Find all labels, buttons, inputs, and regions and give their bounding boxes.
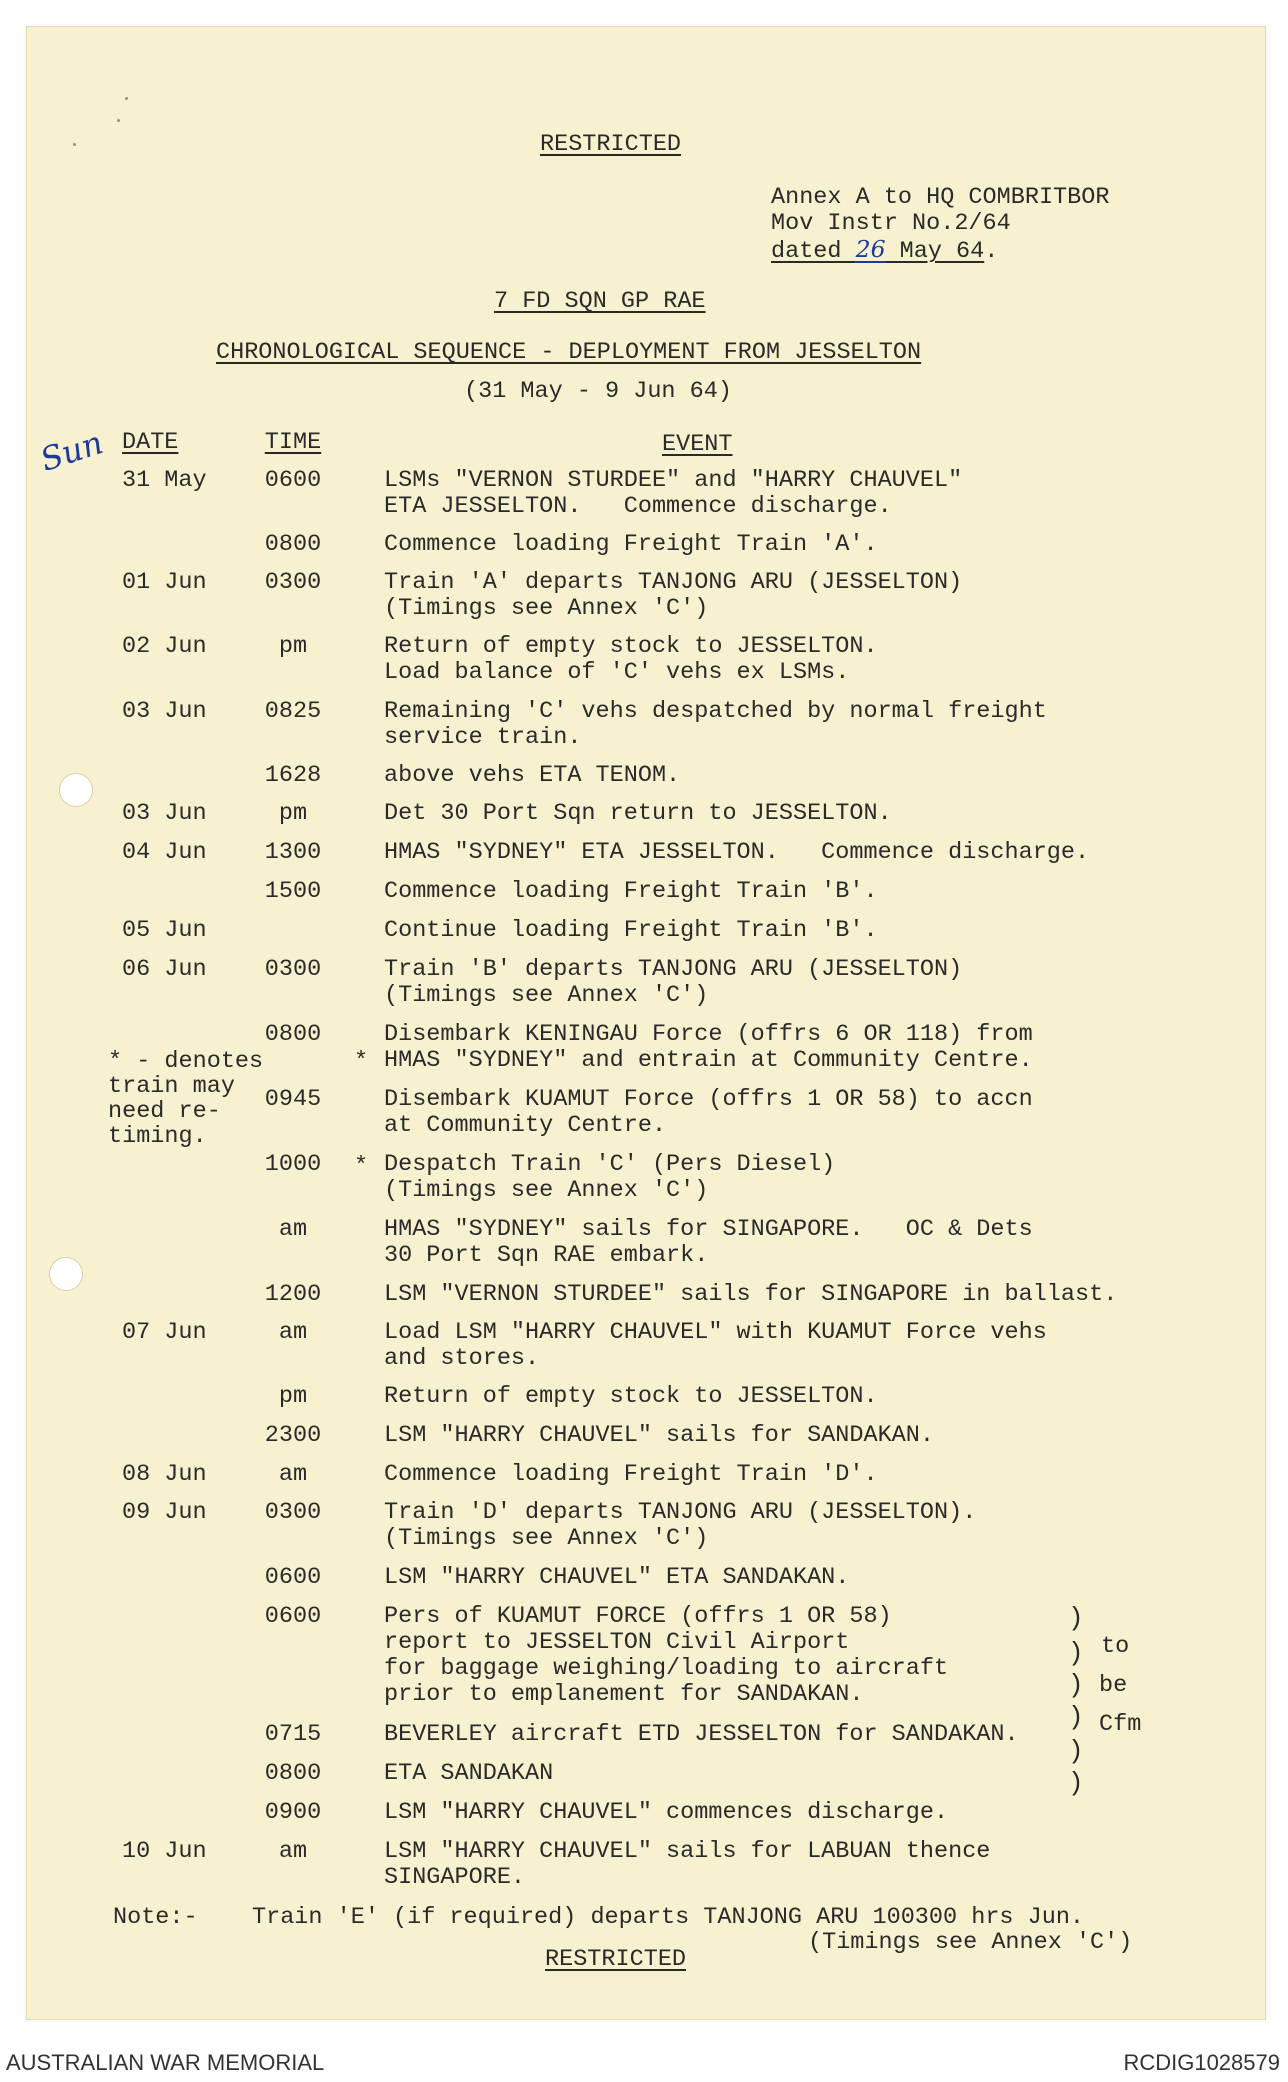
row-time: am (278, 1461, 308, 1488)
row-event-line: HMAS "SYDNEY" sails for SINGAPORE. OC & Dets (384, 1216, 1033, 1243)
row-event-line: Train 'A' departs TANJONG ARU (JESSELTON) (384, 569, 963, 596)
row-time: 0600 (264, 1603, 322, 1630)
row-time: 0300 (264, 569, 322, 596)
paper-speck (125, 97, 128, 100)
row-time: 0800 (264, 531, 322, 558)
row-date: 02 Jun (122, 633, 207, 660)
row-date: 05 Jun (122, 917, 207, 944)
bracket-glyph: ) (1068, 1702, 1084, 1732)
row-event-line: (Timings see Annex 'C') (384, 982, 709, 1009)
row-time: 0825 (264, 698, 322, 725)
row-event-line: LSM "HARRY CHAUVEL" sails for SANDAKAN. (384, 1422, 934, 1449)
annex-line-2: Mov Instr No.2/64 (771, 210, 1011, 237)
note-label: Note:- (113, 1904, 198, 1931)
row-event-line: Return of empty stock to JESSELTON. (384, 633, 878, 660)
row-time: 0300 (264, 956, 322, 983)
row-event-line: Load balance of 'C' vehs ex LSMs. (384, 659, 850, 686)
asterisk-note-line-2: train may (108, 1073, 235, 1100)
row-event-line: Remaining 'C' vehs despatched by normal freight (384, 698, 1047, 725)
note-line-2: (Timings see Annex 'C') (808, 1929, 1133, 1956)
row-event-line: LSM "HARRY CHAUVEL" ETA SANDAKAN. (384, 1564, 850, 1591)
row-event-line: LSM "HARRY CHAUVEL" commences discharge. (384, 1799, 949, 1826)
row-event-line: Disembark KUAMUT Force (offrs 1 OR 58) to accn (384, 1086, 1033, 1113)
asterisk-note-line-3: need re- (108, 1098, 221, 1125)
row-event-line: Pers of KUAMUT FORCE (offrs 1 OR 58) (384, 1603, 892, 1630)
row-time: 2300 (264, 1422, 322, 1449)
row-date: 09 Jun (122, 1499, 207, 1526)
row-time: am (278, 1216, 308, 1243)
row-event-line: LSM "VERNON STURDEE" sails for SINGAPORE in ballast. (384, 1281, 1118, 1308)
row-event-line: BEVERLEY aircraft ETD JESSELTON for SANDAKAN. (384, 1721, 1019, 1748)
row-event-line: LSM "HARRY CHAUVEL" sails for LABUAN thence (384, 1838, 991, 1865)
bracket-glyph: ) (1068, 1768, 1084, 1798)
bracket-note-line-3: Cfm (1099, 1711, 1142, 1738)
asterisk-note-line-4: timing. (108, 1123, 207, 1150)
row-event-line: Disembark KENINGAU Force (offrs 6 OR 118) from (384, 1021, 1033, 1048)
row-event-line: Return of empty stock to JESSELTON. (384, 1383, 878, 1410)
row-event-line: Commence loading Freight Train 'D'. (384, 1461, 878, 1488)
bracket-glyph: ) (1068, 1638, 1084, 1668)
bracket-glyph: ) (1068, 1603, 1084, 1633)
dated-line: dated 26 May 64. (771, 235, 999, 265)
archive-reference: RCDIG1028579 (1123, 2050, 1280, 2075)
punch-hole-lower (49, 1257, 83, 1291)
bracket-note-line-2: be (1099, 1672, 1128, 1699)
row-event-line: ETA JESSELTON. Commence discharge. (384, 493, 892, 520)
row-date: 03 Jun (122, 698, 207, 725)
row-event-line: Commence loading Freight Train 'B'. (384, 878, 878, 905)
row-time: 0715 (264, 1721, 322, 1748)
row-event-line: LSMs "VERNON STURDEE" and "HARRY CHAUVEL" (384, 467, 963, 494)
row-date: 10 Jun (122, 1838, 207, 1865)
row-event-line: Train 'D' departs TANJONG ARU (JESSELTON). (384, 1499, 977, 1526)
bracket-note-line-1: to (1101, 1633, 1130, 1660)
document-title: CHRONOLOGICAL SEQUENCE - DEPLOYMENT FROM JESSELTON (216, 339, 922, 366)
column-header-event: EVENT (662, 431, 733, 458)
row-event-line: Det 30 Port Sqn return to JESSELTON. (384, 800, 892, 827)
paper-speck (73, 143, 76, 146)
punch-hole-upper (59, 773, 93, 807)
row-time: am (278, 1319, 308, 1346)
row-event-line: HMAS "SYDNEY" and entrain at Community Centre. (384, 1047, 1033, 1074)
row-time: 1500 (264, 878, 322, 905)
row-event-line: Load LSM "HARRY CHAUVEL" with KUAMUT Force vehs (384, 1319, 1047, 1346)
bracket-glyph: ) (1068, 1670, 1084, 1700)
row-time: 1300 (264, 839, 322, 866)
asterisk-note-line-1: * - denotes (108, 1048, 264, 1075)
dated-prefix: dated (771, 238, 856, 265)
row-event-line: (Timings see Annex 'C') (384, 1177, 709, 1204)
row-time: 0300 (264, 1499, 322, 1526)
unit-heading: 7 FD SQN GP RAE (494, 288, 706, 315)
row-event-line: service train. (384, 724, 582, 751)
dated-suffix: May 64 (885, 238, 985, 265)
archive-watermark: AUSTRALIAN WAR MEMORIAL (6, 2050, 325, 2075)
row-date: 04 Jun (122, 839, 207, 866)
row-time: 0900 (264, 1799, 322, 1826)
bracket-glyph: ) (1068, 1736, 1084, 1766)
row-event-line: and stores. (384, 1345, 540, 1372)
row-event-line: ETA SANDAKAN (384, 1760, 554, 1787)
annex-line-1: Annex A to HQ COMBRITBOR (771, 184, 1110, 211)
row-event-line: (Timings see Annex 'C') (384, 1525, 709, 1552)
row-date: 06 Jun (122, 956, 207, 983)
row-time: am (278, 1838, 308, 1865)
row-event-line: at Community Centre. (384, 1112, 667, 1139)
dated-handwritten-day: 26 (855, 235, 886, 263)
row-time: 0600 (264, 467, 322, 494)
row-date: 31 May (122, 467, 207, 494)
handwritten-margin-note: Sun (35, 423, 108, 479)
row-event-line: Train 'B' departs TANJONG ARU (JESSELTON) (384, 956, 963, 983)
row-time: pm (278, 800, 308, 827)
row-event-line: report to JESSELTON Civil Airport (384, 1629, 850, 1656)
row-event-line: HMAS "SYDNEY" ETA JESSELTON. Commence discharge. (384, 839, 1090, 866)
date-range: (31 May - 9 Jun 64) (464, 378, 732, 405)
row-event-line: (Timings see Annex 'C') (384, 595, 709, 622)
column-header-date: DATE (122, 429, 179, 456)
row-event-line: above vehs ETA TENOM. (384, 762, 681, 789)
row-date: 08 Jun (122, 1461, 207, 1488)
row-date: 03 Jun (122, 800, 207, 827)
asterisk-mark-0800: * (354, 1048, 369, 1075)
classification-bottom: RESTRICTED (545, 1946, 687, 1973)
classification-top: RESTRICTED (540, 131, 682, 158)
row-time: 0800 (264, 1760, 322, 1787)
row-event-line: for baggage weighing/loading to aircraft (384, 1655, 949, 1682)
row-date: 01 Jun (122, 569, 207, 596)
row-time: 1200 (264, 1281, 322, 1308)
row-time: 0600 (264, 1564, 322, 1591)
row-event-line: 30 Port Sqn RAE embark. (384, 1242, 709, 1269)
column-header-time: TIME (264, 429, 322, 456)
paper-speck (117, 119, 120, 122)
row-event-line: Continue loading Freight Train 'B'. (384, 917, 878, 944)
row-time: 0945 (264, 1086, 322, 1113)
note-line-1: Train 'E' (if required) departs TANJONG ARU 100300 hrs Jun. (252, 1904, 1085, 1931)
row-event-line: Commence loading Freight Train 'A'. (384, 531, 878, 558)
row-event-line: Despatch Train 'C' (Pers Diesel) (384, 1151, 836, 1178)
row-event-line: SINGAPORE. (384, 1864, 526, 1891)
row-time: 1628 (264, 762, 322, 789)
row-time: 1000 (264, 1151, 322, 1178)
asterisk-mark-1000: * (354, 1153, 369, 1180)
row-date: 07 Jun (122, 1319, 207, 1346)
row-time: pm (278, 1383, 308, 1410)
row-time: pm (278, 633, 308, 660)
row-event-line: prior to emplanement for SANDAKAN. (384, 1681, 864, 1708)
row-time: 0800 (264, 1021, 322, 1048)
